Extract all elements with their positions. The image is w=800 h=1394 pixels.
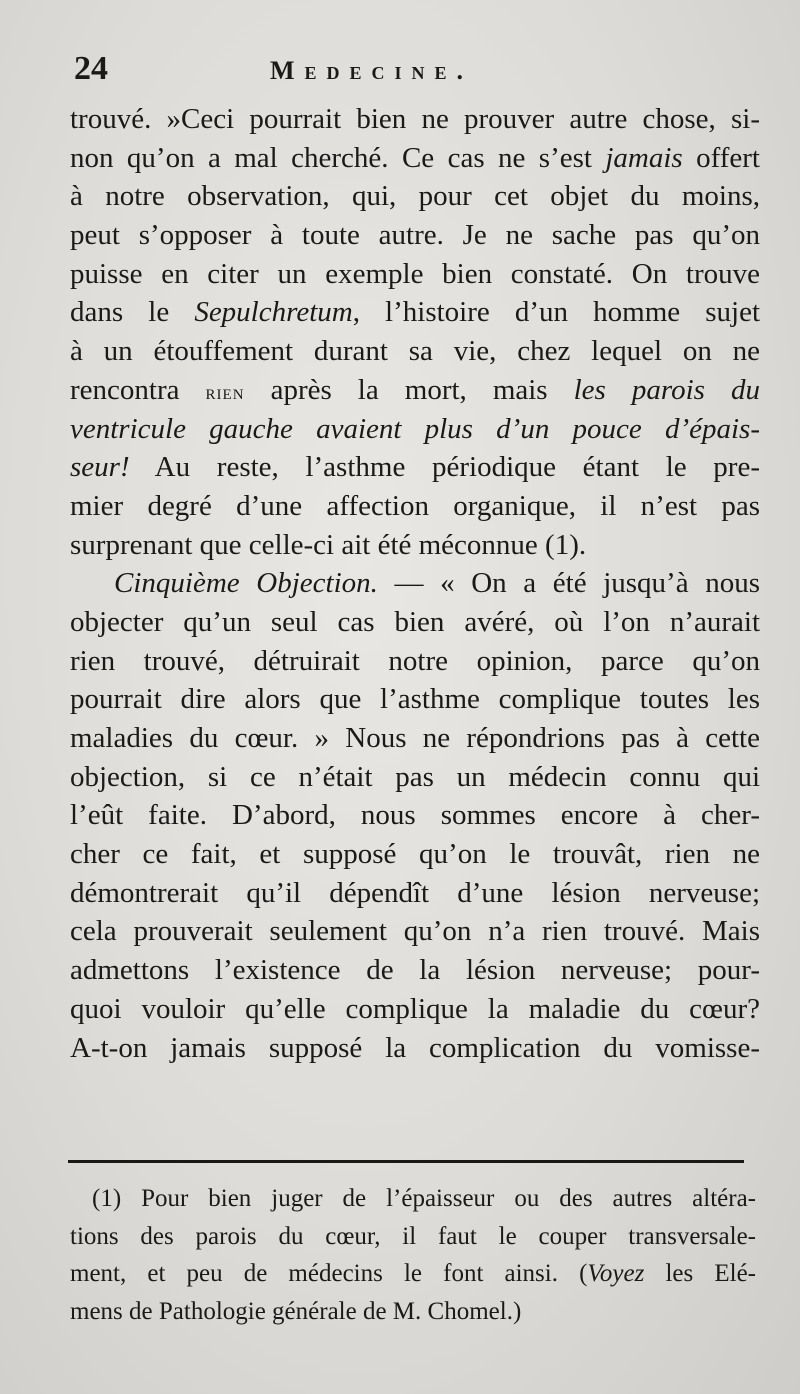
text-line: quoi vouloir qu’elle complique la maladie du cœur? bbox=[70, 992, 760, 1025]
text-line: à notre observation, qui, pour cet objet du moins, bbox=[70, 180, 760, 213]
text-line: rencontra rien après la mort, mais les parois du bbox=[70, 373, 760, 406]
text-line: pourrait dire alors que l’asthme complique toutes les bbox=[70, 683, 760, 716]
text-line: objection, si ce n’était pas un médecin connu qui bbox=[70, 760, 760, 793]
text-line: l’eût faite. D’abord, nous sommes encore à cher- bbox=[70, 799, 760, 832]
text-line: objecter qu’un seul cas bien avéré, où l’on n’aurait bbox=[70, 605, 760, 638]
text-line: dans le Sepulchretum, l’histoire d’un homme sujet bbox=[70, 296, 760, 329]
text-line: puisse en citer un exemple bien constaté. On trouve bbox=[70, 257, 760, 290]
text-line: peut s’opposer à toute autre. Je ne sache pas qu’on bbox=[70, 219, 760, 252]
page-header bbox=[74, 50, 764, 100]
text-line: ventricule gauche avaient plus d’un pouce d’épais- bbox=[70, 412, 760, 445]
text-line: cela prouverait seulement qu’on n’a rien trouvé. Mais bbox=[70, 915, 760, 948]
text-line: maladies du cœur. » Nous ne répondrions pas à cette bbox=[70, 722, 760, 754]
running-head: Medecine. bbox=[270, 56, 474, 85]
text-line: à un étouffement durant sa vie, chez lequel on ne bbox=[70, 335, 760, 368]
text-line: surprenant que celle-ci ait été méconnue (1). bbox=[70, 528, 587, 561]
footnote-line: mens de Pathologie générale de M. Chomel.) bbox=[70, 1297, 522, 1325]
footnote-line: tions des parois du cœur, il faut le couper transversale- bbox=[70, 1222, 756, 1250]
text-line: Cinquième Objection. — « On a été jusqu’à nous bbox=[114, 567, 760, 600]
text-line: mier degré d’une affection organique, il n’est pas bbox=[70, 489, 760, 522]
footnote-line: ment, et peu de médecins le font ainsi. (Voyez les Elé- bbox=[70, 1260, 756, 1287]
page-number: 24 bbox=[74, 50, 108, 87]
footnote-line: (1) Pour bien juger de l’épaisseur ou des autres altéra- bbox=[92, 1185, 756, 1212]
text-line: démontrerait qu’il dépendît d’une lésion nerveuse; bbox=[70, 876, 760, 909]
text-line: rien trouvé, détruirait notre opinion, parce qu’on bbox=[70, 644, 760, 677]
footnote bbox=[70, 1180, 756, 1330]
footnote-divider bbox=[68, 1160, 744, 1163]
text-line: non qu’on a mal cherché. Ce cas ne s’est jamais offert bbox=[70, 141, 760, 174]
text-line: trouvé. »Ceci pourrait bien ne prouver autre chose, si- bbox=[70, 103, 760, 135]
text-line: seur! Au reste, l’asthme périodique étant le pre- bbox=[70, 451, 760, 484]
main-text bbox=[70, 100, 760, 1067]
text-line: admettons l’existence de la lésion nerveuse; pour- bbox=[70, 954, 760, 987]
text-line: A-t-on jamais supposé la complication du vomisse- bbox=[70, 1031, 760, 1064]
text-line: cher ce fait, et supposé qu’on le trouvât, rien ne bbox=[70, 838, 760, 871]
